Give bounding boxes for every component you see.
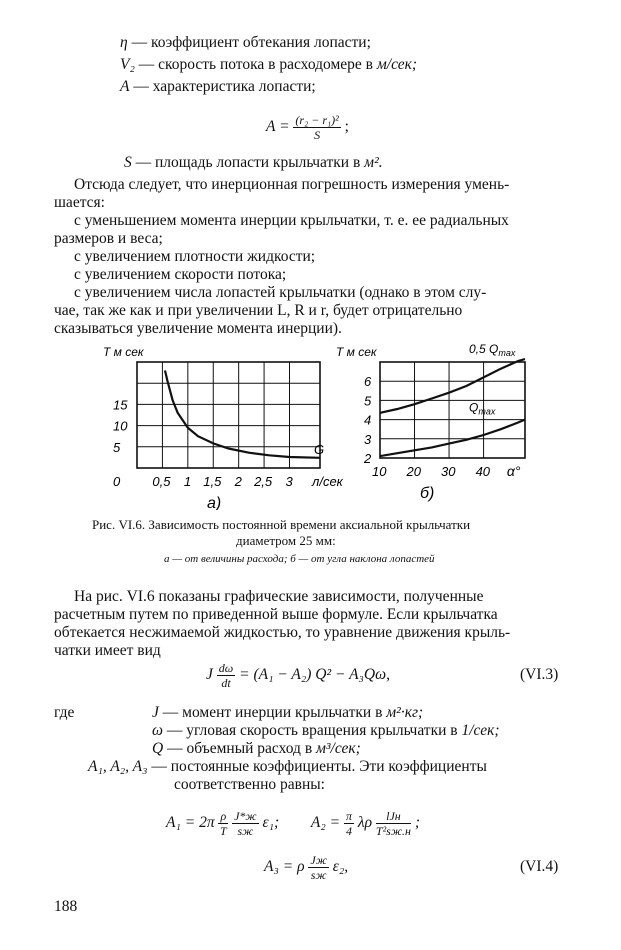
chart-b-series-label-sub: max [498, 348, 516, 359]
para2-line: чатки имеет вид [54, 642, 161, 659]
eq3-fraction [217, 661, 235, 690]
chart-b-y-tick: 4 [364, 412, 372, 428]
def-s-unit: м². [364, 154, 383, 171]
eq4-jz: J*ж [234, 808, 257, 823]
def-j [152, 704, 423, 722]
chart-b-y-tick: 2 [364, 451, 372, 466]
def-v2-sym: V₂ [120, 56, 135, 73]
para1-line: с увеличением числа лопастей крыльчатки (однако в этом слу- [74, 284, 487, 301]
eq4-lam: λρ [357, 814, 373, 831]
def-cont: соответственно равны: [174, 776, 325, 793]
def-v2 [120, 56, 417, 74]
chart-a-x-tick: 0 [113, 474, 121, 489]
eq4-e1: ε₁; [262, 814, 280, 831]
eq4-pi-frac [344, 809, 354, 838]
chart-a-y-tick: 15 [113, 397, 128, 413]
chart-a-x-tick: 0,5 [152, 474, 171, 489]
eq4-lj-frac [376, 809, 411, 838]
chart-b-series-label: 0,5 $Q_{max}$ [469, 342, 516, 359]
para1-line: с увеличением скорости потока; [74, 266, 287, 283]
formula-a-tail: ; [344, 118, 349, 135]
para2-line: На рис. VI.6 показаны графические зависимости, полученные [74, 588, 484, 605]
chart-a-y-tick: 10 [113, 418, 128, 434]
chart-b-series-label: $Q_{max}$ [469, 400, 496, 417]
eq3-den: dt [221, 675, 231, 690]
eq4-rho-frac [218, 809, 228, 838]
eq3-rhs: = (A₁ − A₂) Q² − A₃Qω, [239, 666, 390, 683]
formula-a-den: S [314, 127, 321, 142]
equation-vi4-line1 [166, 806, 420, 840]
equation-vi3 [206, 660, 390, 690]
eq4-pi: π [345, 808, 352, 823]
equation-vi4-line2 [264, 850, 348, 884]
def-j-text: — момент инерции крыльчатки в [162, 704, 383, 721]
def-eta-sym: η [120, 34, 128, 51]
chart-b-title: б) [420, 485, 435, 502]
chart-a-y-tick: 5 [113, 439, 121, 455]
chart-a-frame [137, 362, 320, 468]
para1-line: размеров и веса; [54, 230, 163, 247]
eq3-number: (VI.3) [520, 666, 559, 683]
def-v2-unit: м/сек; [376, 56, 418, 73]
eq4b-j-frac [308, 853, 329, 882]
chart-a-x-tick: 1,5 [203, 474, 222, 489]
chart-b-series-label-sub: max [478, 406, 496, 417]
def-a-text: — характеристика лопасти; [133, 78, 316, 95]
eq4-a2: A₂ = [310, 814, 341, 831]
eq4-a1: A₁ = 2π [166, 814, 215, 831]
eq4-e2: ε₂, [332, 858, 349, 875]
para1-line: Отсюда следует, что инерционная погрешность измерения умень- [74, 176, 510, 193]
caption-line3: а — от величины расхода; б — от угла наклона лопастей [164, 553, 435, 565]
chart-b-x-tick: 10 [372, 464, 387, 479]
chart-a-title: а) [207, 495, 222, 510]
chart-b-x-label: α° [506, 463, 521, 479]
def-omega-text: — угловая скорость вращения крыльчатки в [166, 722, 458, 739]
figure-vi6 [80, 340, 560, 510]
eq4-j-frac [232, 809, 259, 838]
def-q-text: — объемный расход в [167, 740, 313, 757]
caption-line2: диаметром 25 мм: [236, 533, 336, 548]
chart-a-x-tick: 1 [183, 474, 192, 489]
def-omega-sym: ω [152, 722, 163, 739]
chart-b-y-tick: 5 [364, 393, 372, 409]
para2-line: обтекается несжимаемой жидкостью, то уравнение движения крыль- [54, 624, 511, 641]
eq3-num: dω [218, 660, 234, 675]
formula-a-fraction [293, 113, 340, 142]
eq4-sz: sж [237, 823, 254, 838]
chart-a-series-label: G [314, 441, 325, 457]
eq4b-sz: sж [310, 867, 327, 882]
def-q-unit: м³/сек; [316, 740, 361, 757]
def-omega [152, 722, 500, 740]
def-a123 [88, 758, 487, 776]
def-a123-text: — постоянные коэффициенты. Эти коэффициенты [151, 758, 487, 775]
def-omega-unit: 1/сек; [461, 722, 500, 739]
def-j-unit: м²·кг; [386, 704, 424, 721]
page-number: 188 [54, 898, 78, 915]
chart-a-x-label: л/сек [312, 474, 343, 489]
para1-line: сказываться увеличение момента инерции). [54, 320, 342, 337]
eq4-rho: ρ [220, 808, 227, 823]
def-q [152, 740, 361, 758]
def-a123-sym: A₁, A₂, A₃ [88, 758, 148, 775]
chart-b-series-line [380, 359, 525, 413]
eq4-T: T [220, 823, 227, 838]
chart-b-x-tick: 20 [406, 464, 421, 479]
chart-b-x-tick: 30 [441, 464, 456, 479]
def-eta [120, 34, 371, 52]
chart-b-x-tick: 40 [475, 464, 491, 479]
chart-a-y-label: T м сек [103, 345, 144, 359]
eq4b-jz: Jж [310, 852, 327, 867]
eq4-tsz: T²sж.н [375, 823, 411, 838]
def-q-sym: Q [152, 740, 164, 757]
def-s [124, 154, 383, 172]
def-s-text: — площадь лопасти крыльчатки в [135, 154, 361, 171]
chart-b-y-tick: 3 [364, 431, 372, 447]
chart-a-x-tick: 2 [234, 474, 242, 489]
figure-vi6-svg [80, 340, 560, 510]
para2-line: расчетным путем по приведенной выше формуле. Если крыльчатка [54, 606, 498, 623]
chart-b-y-tick: 6 [364, 374, 372, 390]
def-v2-text: — скорость потока в расходомере в [138, 56, 373, 73]
def-j-sym: J [152, 704, 159, 721]
eq4-four: 4 [345, 823, 352, 838]
def-a-sym: A [120, 78, 130, 95]
para1-line: с уменьшением момента инерции крыльчатки, т. е. ее радиальных [74, 212, 509, 229]
formula-a-lhs: A = [266, 118, 290, 135]
formula-a [266, 112, 349, 142]
where-label: где [54, 704, 75, 721]
def-a [120, 78, 316, 96]
chart-a-x-tick: 2,5 [254, 474, 273, 489]
eq4-a3: A₃ = ρ [264, 858, 305, 875]
eq4-semi: ; [414, 814, 421, 831]
eq4-number: (VI.4) [520, 858, 559, 875]
def-s-sym: S [124, 154, 132, 171]
eq3-lhs: J [206, 666, 213, 683]
chart-b-series-line [380, 420, 525, 457]
para1-line: с увеличением плотности жидкости; [74, 248, 316, 265]
caption-line1: Рис. VI.6. Зависимость постоянной времени аксиальной крыльчатки [92, 517, 471, 532]
def-eta-text: — коэффициент обтекания лопасти; [131, 34, 371, 51]
para1-line: чае, так же как и при увеличении L, R и r, будет отрицательно [54, 302, 463, 319]
eq4-lj: lJн [376, 809, 411, 824]
formula-a-num: (r₂ − r₁)² [295, 112, 339, 127]
para1-line: шается: [54, 194, 105, 211]
chart-b-y-label: T м сек [336, 345, 377, 359]
chart-a-x-tick: 3 [285, 474, 293, 489]
